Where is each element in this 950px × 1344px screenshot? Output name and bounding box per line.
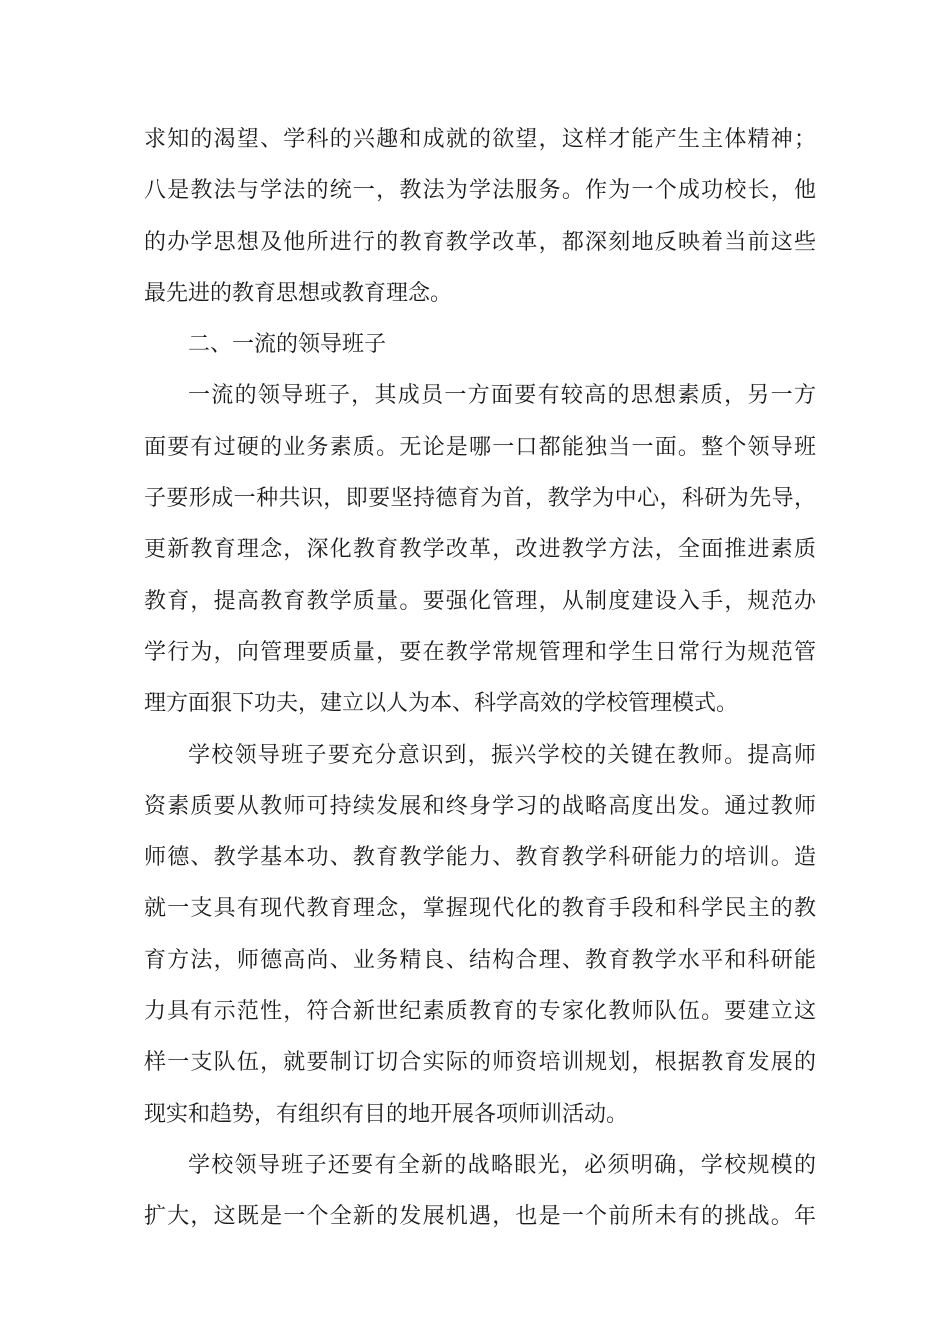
text-line: 求知的渴望、学科的兴趣和成就的欲望，这样才能产生主体精神；	[144, 127, 816, 152]
text-line: 学校领导班子要充分意识到，振兴学校的关键在教师。提高师	[188, 742, 816, 768]
text-line: 子要形成一种共识，即要坚持德育为首，教学为中心，科研为先导，	[144, 486, 816, 512]
text-line: 学校领导班子还要有全新的战略眼光，必须明确，学校规模的	[188, 1152, 816, 1178]
text-line: 力具有示范性，符合新世纪素质教育的专家化教师队伍。要建立这	[144, 999, 816, 1025]
text-line: 更新教育理念，深化教育教学改革，改进教学方法，全面推进素质	[144, 537, 816, 563]
text-line: 学行为，向管理要质量，要在教学常规管理和学生日常行为规范管	[144, 639, 816, 665]
text-line: 育方法，师德高尚、业务精良、结构合理、教育教学水平和科研能	[144, 947, 816, 973]
text-line: 八是教法与学法的统一，教法为学法服务。作为一个成功校长，他	[144, 178, 816, 204]
text-line: 样一支队伍，就要制订切合实际的师资培训规划，根据教育发展的	[144, 1050, 816, 1076]
text-line: 师德、教学基本功、教育教学能力、教育教学科研能力的培训。造	[144, 845, 816, 871]
text-line: 现实和趋势，有组织有目的地开展各项师训活动。	[144, 1101, 629, 1127]
text-line: 的办学思想及他所进行的教育教学改革，都深刻地反映着当前这些	[144, 229, 816, 255]
text-line: 就一支具有现代教育理念，掌握现代化的教育手段和科学民主的教	[144, 896, 816, 922]
text-line: 扩大，这既是一个全新的发展机遇，也是一个前所未有的挑战。年	[144, 1204, 816, 1230]
text-line: 理方面狠下功夫，建立以人为本、科学高效的学校管理模式。	[144, 691, 739, 717]
text-line: 教育，提高教育教学质量。要强化管理，从制度建设入手，规范办	[144, 588, 816, 614]
text-line: 面要有过硬的业务素质。无论是哪一口都能独当一面。整个领导班	[144, 434, 816, 460]
document-body	[144, 114, 816, 1243]
text-line: 最先进的教育思想或教育理念。	[144, 280, 453, 306]
text-line: 一流的领导班子，其成员一方面要有较高的思想素质，另一方	[188, 383, 816, 409]
section-heading: 二、一流的领导班子	[188, 332, 387, 358]
text-line: 资素质要从教师可持续发展和终身学习的战略高度出发。通过教师	[144, 793, 816, 819]
